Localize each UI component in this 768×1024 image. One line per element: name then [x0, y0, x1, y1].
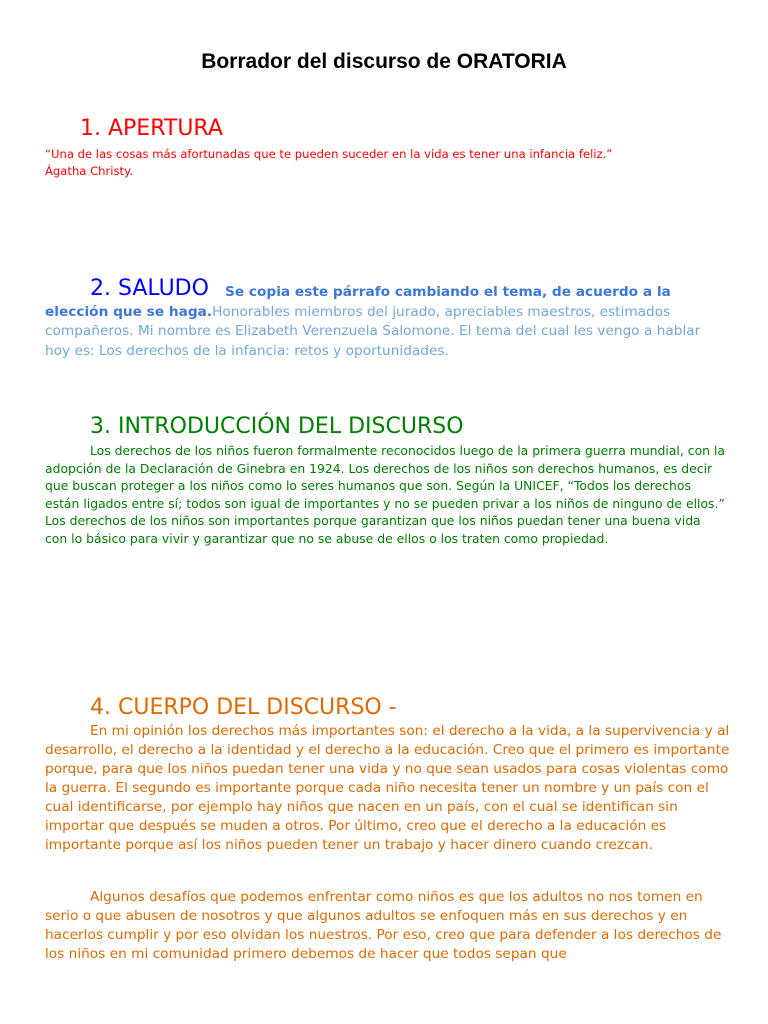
introduccion-heading: 3. INTRODUCCIÓN DEL DISCURSO	[90, 414, 464, 439]
saludo-paragraph	[45, 283, 725, 361]
saludo-instruction: Se copia este párrafo cambiando el tema, de acuerdo a la elección que se haga.	[45, 284, 671, 320]
apertura-heading: 1. APERTURA	[80, 116, 223, 141]
saludo-heading: 2. SALUDO	[90, 276, 209, 301]
cuerpo-paragraph-2: Algunos desafíos que podemos enfrentar como niños es que los adultos no nos tomen en serio o que abusen de nosotros y que algunos adultos se enfoquen más en sus derechos y en hacerlos cumplir y por eso olvidan los nuestros. Por eso, creo que para defender a los derechos de los niños en mi comunidad primero debemos de hacer que todos sepan que	[45, 889, 722, 962]
saludo-text: Honorables miembros del jurado, apreciables maestros, estimados compañeros. Mi nombre es Elizabeth Verenzuela Salomone. El tema del cual les vengo a hablar hoy es: Los derechos de la infancia: retos y oportunidades.	[45, 303, 701, 359]
apertura-quote: “Una de las cosas más afortunadas que te pueden suceder en la vida es tener una infancia feliz.” Ágatha Christy.	[45, 147, 613, 178]
document-title: Borrador del discurso de ORATORIA	[201, 50, 567, 73]
cuerpo-heading: 4. CUERPO DEL DISCURSO -	[90, 695, 397, 720]
cuerpo-paragraph-1: En mi opinión los derechos más importantes son: el derecho a la vida, a la supervivencia y al desarrollo, el derecho a la identidad y el derecho a la educación. Creo que el primero es importante porque, para que los niños puedan tener una vida y no que sean usados para cosas violentas como la guerra. El segundo es importante porque cada niño necesita tener un nombre y un país con el cual identificarse, por ejemplo hay niños que nacen en un país, con el cual se identifican sin importar que después se muden a otros. Por último, creo que el derecho a la educación es importante porque así los niños pueden tener un trabajo y hacer dinero cuando crezcan.	[45, 723, 730, 853]
introduccion-paragraph: Los derechos de los niños fueron formalmente reconocidos luego de la primera guerra mundial, con la adopción de la Declaración de Ginebra en 1924. Los derechos de los niños son derechos humanos, es decir que buscan proteger a los niños como lo seres humanos que son. Según la UNICEF, “Todos los derechos están ligados entre sí; todos son igual de importantes y no se pueden privar a los niños de ninguno de ellos.” Los derechos de los niños son importantes porque garantizan que los niños puedan tener una buena vida con lo básico para vivir y garantizar que no se abuse de ellos o los traten como propiedad.	[45, 443, 725, 546]
